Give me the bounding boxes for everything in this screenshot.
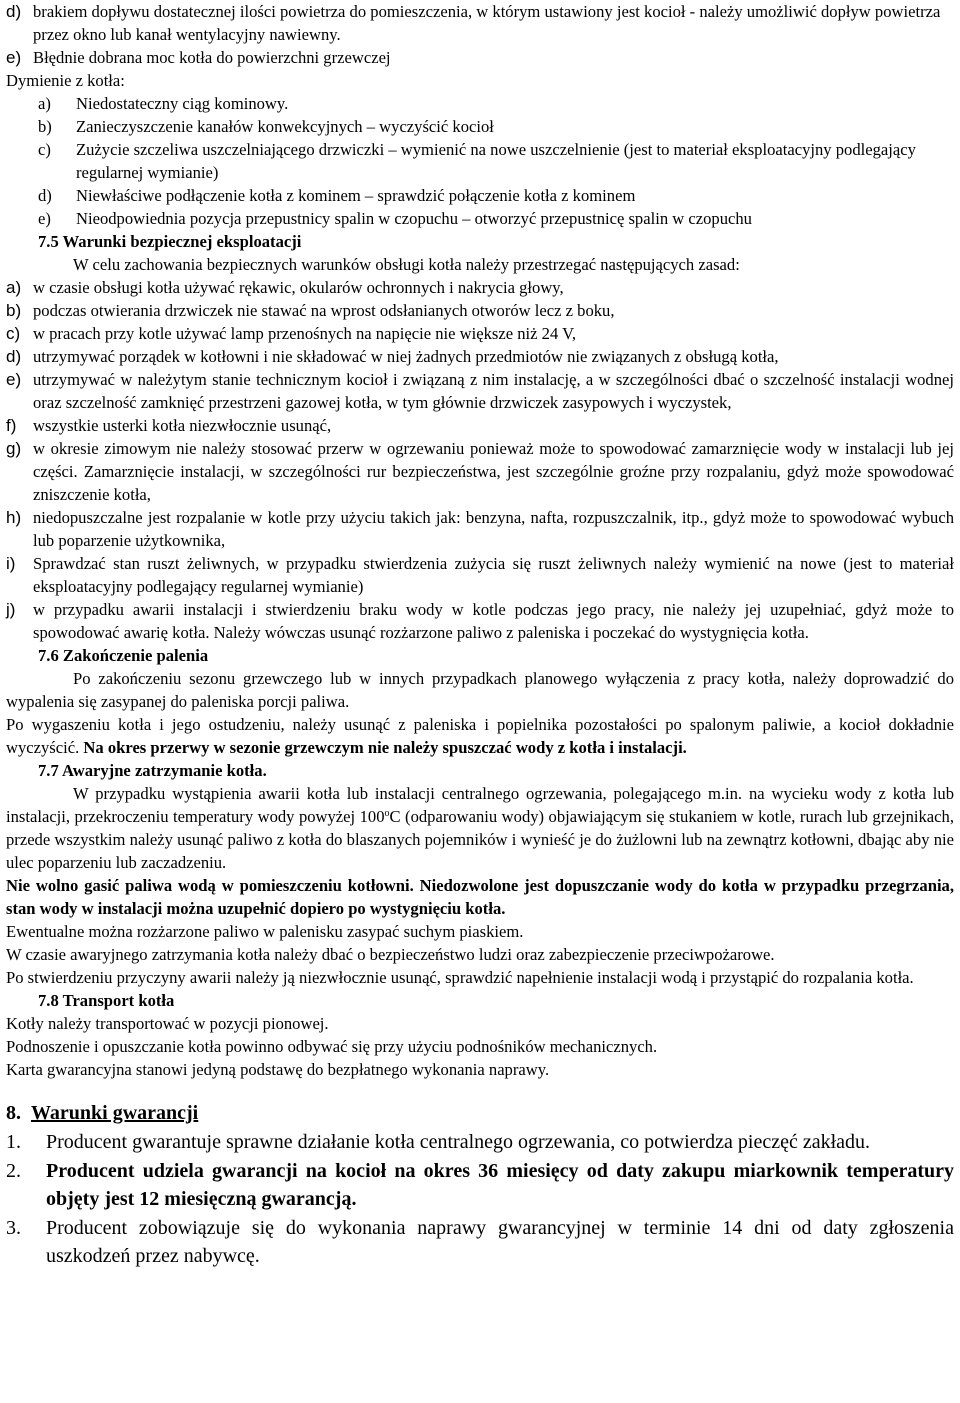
list-item bbox=[6, 184, 954, 207]
item-label: i) bbox=[6, 554, 16, 573]
item-label: b) bbox=[6, 301, 22, 320]
item-label: d) bbox=[38, 186, 52, 205]
item-label: g) bbox=[6, 439, 22, 458]
item-text: Producent zobowiązuje się do wykonania naprawy gwarancyjnej w terminie 14 dni od daty zgłoszenia uszkodzeń przez nabywcę. bbox=[46, 1217, 954, 1267]
section-title: Warunki gwarancji bbox=[31, 1102, 199, 1124]
item-label: 1. bbox=[6, 1131, 21, 1153]
list-item bbox=[6, 598, 954, 644]
item-label: e) bbox=[6, 48, 22, 67]
section-intro: W celu zachowania bezpiecznych warunków obsługi kotła należy przestrzegać następujących zasad: bbox=[73, 255, 740, 274]
item-label: e) bbox=[38, 209, 51, 228]
section-heading bbox=[6, 989, 954, 1012]
list-item bbox=[6, 1128, 954, 1156]
degree-superscript: o bbox=[384, 808, 390, 819]
section-number: 8. bbox=[6, 1102, 21, 1124]
list-item bbox=[6, 46, 954, 69]
list-item bbox=[6, 138, 954, 184]
item-text: Niedostateczny ciąg kominowy. bbox=[76, 94, 289, 113]
warranty-section bbox=[6, 1098, 954, 1270]
section-heading bbox=[6, 1098, 954, 1128]
section-number: 7.7 bbox=[38, 761, 59, 780]
item-text: Zanieczyszczenie kanałów konwekcyjnych – wyczyścić kocioł bbox=[76, 117, 494, 136]
list-item bbox=[6, 115, 954, 138]
item-text: brakiem dopływu dostatecznej ilości powietrza do pomieszczenia, w którym ustawiony jest kocioł - należy umożliwić dopływ powietrza przez okno lub kanał wentylacyjny nawiewny. bbox=[33, 2, 941, 44]
paragraph: W czasie awaryjnego zatrzymania kotła należy dbać o bezpieczeństwo ludzi oraz zabezpieczenie przeciwpożarowe. bbox=[6, 945, 775, 964]
item-label: e) bbox=[6, 370, 22, 389]
list-item bbox=[6, 1214, 954, 1270]
warranty-list bbox=[6, 1128, 954, 1270]
paragraph: Po stwierdzeniu przyczyny awarii należy ją niezwłocznie usunąć, sprawdzić napełnienie instalacji wodą i przystąpić do rozpalania kotła. bbox=[6, 968, 914, 987]
item-label: a) bbox=[6, 278, 22, 297]
list-item bbox=[6, 0, 954, 46]
list-item bbox=[6, 322, 954, 345]
list-item bbox=[6, 506, 954, 552]
section-number: 7.5 bbox=[38, 232, 59, 251]
section-title: Awaryjne zatrzymanie kotła. bbox=[61, 761, 267, 780]
paragraph: Po zakończeniu sezonu grzewczego lub w innych przypadkach planowego wyłączenia z pracy kotła, należy doprowadzić do wypalenia się zasypanej do paleniska porcji paliwa. bbox=[6, 669, 954, 711]
item-text: Producent udziela gwarancji na kocioł na okres 36 miesięcy od daty zakupu miarkownik temperatury objęty jest 12 miesięczną gwarancją. bbox=[46, 1160, 954, 1210]
list-item bbox=[6, 299, 954, 322]
item-label: d) bbox=[6, 347, 22, 366]
list-item bbox=[6, 552, 954, 598]
list-item bbox=[6, 207, 954, 230]
paragraph bbox=[6, 713, 954, 759]
item-text: utrzymywać porządek w kotłowni i nie składować w niej żadnych przedmiotów nie związanych z obsługą kotła, bbox=[33, 347, 779, 366]
paragraph-text: Po wygaszeniu kotła i jego ostudzeniu, należy usunąć z paleniska i popielnika pozostałości po spalonym paliwie, a kocioł dokładnie wyczyścić. bbox=[6, 715, 954, 757]
item-text: Nieodpowiednia pozycja przepustnicy spalin w czopuchu – otworzyć przepustnicę spalin w czopuchu bbox=[76, 209, 752, 228]
paragraph: Karta gwarancyjna stanowi jedyną podstawę do bezpłatnego wykonania naprawy. bbox=[6, 1060, 550, 1079]
paragraph: Kotły należy transportować w pozycji pionowej. bbox=[6, 1014, 329, 1033]
section-title: Warunki bezpiecznej eksploatacji bbox=[62, 232, 302, 251]
paragraph-text: W przypadku wystąpienia awarii kotła lub instalacji centralnego ogrzewania, polegającego m.in. na wycieku wody z kotła lub instalacji, przekroczeniu temperatury wody powyżej 100 bbox=[6, 784, 954, 826]
item-label: 3. bbox=[6, 1217, 21, 1239]
paragraph bbox=[6, 782, 954, 874]
list-item bbox=[6, 414, 954, 437]
item-text: Sprawdzać stan ruszt żeliwnych, w przypadku stwierdzenia zużycia się ruszt żeliwnych należy wymienić na nowe (jest to materiał eksploatacyjny podlegający regularnej wymianie) bbox=[33, 554, 954, 596]
item-text: w czasie obsługi kotła używać rękawic, okularów ochronnych i nakrycia głowy, bbox=[33, 278, 564, 297]
item-text: wszystkie usterki kotła niezwłocznie usunąć, bbox=[33, 416, 332, 435]
section-number: 7.6 bbox=[38, 646, 59, 665]
item-label: a) bbox=[38, 94, 51, 113]
paragraph: Ewentualne można rozżarzone paliwo w palenisku zasypać suchym piaskiem. bbox=[6, 922, 524, 941]
warning-paragraph: Nie wolno gasić paliwa wodą w pomieszczeniu kotłowni. Niedozwolone jest dopuszczanie wody do kotła w przypadku przegrzania, stan wody w instalacji można uzupełnić dopiero po wystygnięciu kotła. bbox=[6, 876, 954, 918]
safety-list bbox=[6, 276, 954, 644]
item-text: w pracach przy kotle używać lamp przenośnych na napięcie nie większe niż 24 V, bbox=[33, 324, 577, 343]
list-item bbox=[6, 368, 954, 414]
section-heading bbox=[6, 644, 954, 667]
item-label: j) bbox=[6, 600, 16, 619]
dymienie-heading: Dymienie z kotła: bbox=[6, 71, 125, 90]
item-text: podczas otwierania drzwiczek nie stawać na wprost odsłanianych otworów lecz z boku, bbox=[33, 301, 615, 320]
item-text: w przypadku awarii instalacji i stwierdzeniu braku wody w kotle podczas jego pracy, nie należy jej uzupełniać, gdyż może to spowodować awarię kotła. Należy wówczas usunąć rozżarzone paliwo z paleniska i poczekać do wystygnięcia kotła. bbox=[33, 600, 954, 642]
item-text: utrzymywać w należytym stanie technicznym kocioł i związaną z nim instalację, a w szczególności dbać o szczelność instalacji wodnej oraz szczelność zamknięć przestrzeni gazowej kotła, w tym głównie drzwiczek zasypowych i wyczystek, bbox=[33, 370, 954, 412]
list-item bbox=[6, 345, 954, 368]
item-text: Producent gwarantuje sprawne działanie kotła centralnego ogrzewania, co potwierdza pieczęć zakładu. bbox=[46, 1131, 871, 1153]
item-text: Niewłaściwe podłączenie kotła z kominem – sprawdzić połączenie kotła z kominem bbox=[76, 186, 636, 205]
section-number: 7.8 bbox=[38, 991, 59, 1010]
item-label: d) bbox=[6, 2, 22, 21]
paragraph-bold-text: Na okres przerwy w sezonie grzewczym nie należy spuszczać wody z kotła i instalacji. bbox=[83, 738, 687, 757]
item-label: c) bbox=[38, 140, 51, 159]
item-text: Błędnie dobrana moc kotła do powierzchni grzewczej bbox=[33, 48, 391, 67]
list-item bbox=[6, 1157, 954, 1213]
paragraph-text: C (odparowaniu wody) objawiającym się stukaniem w kotle, rurach lub grzejnikach, przede wszystkim należy usunąć paliwo z kotła do blaszanych pojemników i wynieść je do żużlowni lub na zewnątrz kotłowni, dbając aby nie ulec poparzeniu lub zaczadzeniu. bbox=[6, 807, 954, 872]
item-label: h) bbox=[6, 508, 22, 527]
list-item bbox=[6, 437, 954, 506]
item-label: 2. bbox=[6, 1160, 21, 1182]
list-item bbox=[6, 276, 954, 299]
item-label: c) bbox=[6, 324, 21, 343]
item-text: w okresie zimowym nie należy stosować przerw w ogrzewaniu ponieważ może to spowodować zamarznięcie wody w instalacji lub jej części. Zamarznięcie instalacji, w szczególności rur bezpieczeństwa, jest szczególnie groźne przy rozpalaniu, gdyż może spowodować zniszczenie kotła, bbox=[33, 439, 954, 504]
section-title: Transport kotła bbox=[62, 991, 175, 1010]
item-label: b) bbox=[38, 117, 52, 136]
item-text: Zużycie szczeliwa uszczelniającego drzwiczki – wymienić na nowe uszczelnienie (jest to materiał eksploatacyjny podlegający regularnej wymianie) bbox=[76, 140, 916, 182]
list-item bbox=[6, 92, 954, 115]
section-heading bbox=[6, 230, 954, 253]
item-text: niedopuszczalne jest rozpalanie w kotle przy użyciu takich jak: benzyna, nafta, rozpuszczalnik, itp., gdyż może to spowodować wybuch lub poparzenie użytkownika, bbox=[33, 508, 954, 550]
section-heading bbox=[6, 759, 954, 782]
dymienie-list bbox=[6, 92, 954, 230]
paragraph: Podnoszenie i opuszczanie kotła powinno odbywać się przy użyciu podnośników mechanicznych. bbox=[6, 1037, 658, 1056]
item-label: f) bbox=[6, 416, 17, 435]
section-title: Zakończenie palenia bbox=[62, 646, 209, 665]
